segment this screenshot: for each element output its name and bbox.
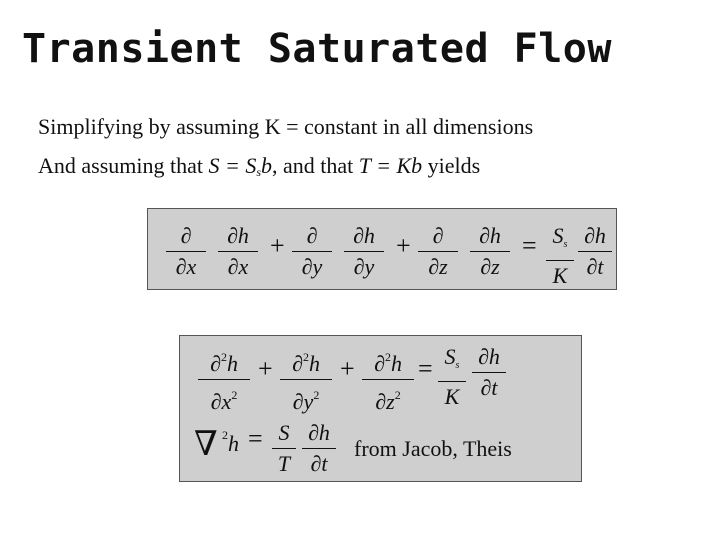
eq2-term1: ∂$^2$h $\partial x^2$ — [198, 344, 250, 415]
eq1-term3-rparen: 􀀧 􀀧 􀀧 — [510, 225, 521, 272]
eq2-term2: ∂$^2$h $\partial y^2$ — [280, 344, 332, 415]
eq1-term2-outer: ∂ ∂y — [292, 223, 332, 280]
eq1-term1-rparen: 􀀧 􀀧 􀀧 — [258, 225, 269, 272]
eq3-lhs: $^2$h — [222, 428, 239, 456]
line2-prefix: And assuming that — [38, 153, 209, 178]
slide-title: Transient Saturated Flow — [22, 26, 612, 72]
eq1-term2-inner: ∂h ∂y — [344, 223, 384, 280]
source-note: from Jacob, Theis — [354, 436, 512, 461]
eq2-rhs-deriv: ∂h ∂t — [472, 344, 506, 401]
nabla-icon: ∇ — [194, 424, 218, 464]
eq2-term3: ∂$^2$h $\partial z^2$ — [362, 344, 414, 415]
eq3-coef: S T — [272, 420, 296, 477]
line2-mid: , and that — [272, 153, 359, 178]
eq2-plus-1: + — [258, 354, 273, 383]
eq1-term3-outer: ∂ ∂z — [418, 223, 458, 280]
line2-suffix: yields — [422, 153, 481, 178]
eq1-term3-lparen: 􀀧 􀀧 􀀧 — [458, 225, 469, 272]
eq1-term3-inner: ∂h ∂z — [470, 223, 510, 280]
equation-box-2 — [179, 335, 582, 482]
equation-box-1 — [147, 208, 617, 290]
eq1-rhs-deriv: ∂h ∂t — [578, 223, 612, 280]
eq1-plus-1: + — [270, 231, 285, 260]
eq1-term1-lparen: 􀀧 􀀧 􀀧 — [206, 225, 217, 272]
eq1-term1-inner: ∂h ∂x — [218, 223, 258, 280]
text-line-1: Simplifying by assuming K = constant in all dimensions — [38, 114, 534, 139]
eq1-term1-outer: ∂ ∂x — [166, 223, 206, 280]
eq2-equals: = — [418, 354, 433, 383]
eq1-term2-lparen: 􀀧 􀀧 􀀧 — [332, 225, 343, 272]
eq1-term2-rparen: 􀀧 􀀧 􀀧 — [384, 225, 395, 272]
eq3-equals: = — [248, 424, 263, 453]
eq2-rhs-coef: $S_s$ K — [438, 344, 466, 410]
line2-t-equation: T = Kb — [358, 153, 423, 178]
eq1-plus-2: + — [396, 231, 411, 260]
eq2-plus-2: + — [340, 354, 355, 383]
eq3-deriv: ∂h ∂t — [302, 420, 336, 477]
line2-s-equation: $S = S_sb$ — [208, 153, 273, 179]
text-line-2 — [38, 153, 480, 180]
eq1-equals: = — [522, 231, 537, 260]
eq1-rhs-coef: $S_s$ K — [546, 223, 574, 289]
